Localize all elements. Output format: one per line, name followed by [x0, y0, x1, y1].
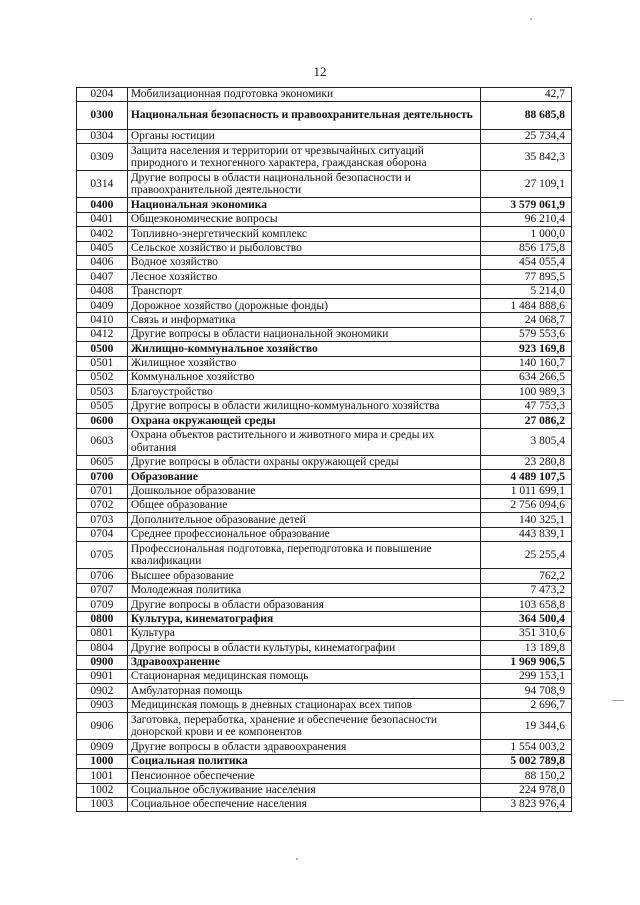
row-code: 0903 — [77, 698, 128, 712]
row-code: 0405 — [77, 241, 128, 255]
table-row — [77, 713, 572, 740]
row-amount: 1 011 699,1 — [480, 484, 572, 498]
budget-table — [76, 87, 572, 812]
table-row — [77, 670, 572, 684]
table-row — [77, 455, 572, 469]
table-row — [77, 284, 572, 298]
row-amount: 856 175,8 — [480, 241, 572, 255]
table-row — [77, 769, 572, 783]
row-code: 0304 — [77, 129, 128, 143]
row-name: Стационарная медицинская помощь — [127, 670, 480, 684]
section-row — [77, 102, 572, 129]
row-name: Топливно-энергетический комплекс — [127, 227, 480, 241]
row-code: 0603 — [77, 428, 128, 455]
table-row — [77, 212, 572, 226]
row-name: Пенсионное обеспечение — [127, 769, 480, 783]
row-code: 0707 — [77, 583, 128, 597]
row-amount: 35 842,3 — [480, 143, 572, 170]
budget-table-body — [77, 88, 572, 812]
row-name: Лесное хозяйство — [127, 270, 480, 284]
table-row — [77, 371, 572, 385]
table-row — [77, 684, 572, 698]
table-row — [77, 740, 572, 754]
row-name: Другие вопросы в области образования — [127, 598, 480, 612]
row-name: Другие вопросы в области национальной экономики — [127, 327, 480, 341]
table-row — [77, 129, 572, 143]
row-amount: 224 978,0 — [480, 783, 572, 797]
row-amount: 5 002 789,8 — [480, 754, 572, 768]
row-code: 0700 — [77, 470, 128, 484]
table-row — [77, 527, 572, 541]
row-name: Водное хозяйство — [127, 255, 480, 269]
row-code: 0314 — [77, 171, 128, 198]
row-code: 0204 — [77, 88, 128, 102]
row-name: Молодежная политика — [127, 583, 480, 597]
row-amount: 579 553,6 — [480, 327, 572, 341]
row-amount: 140 160,7 — [480, 356, 572, 370]
row-amount: 13 189,8 — [480, 641, 572, 655]
row-amount: 762,2 — [480, 569, 572, 583]
row-amount: 3 579 061,9 — [480, 198, 572, 212]
row-amount: 454 055,4 — [480, 255, 572, 269]
row-name: Социальная политика — [127, 754, 480, 768]
row-amount: 88 685,8 — [480, 102, 572, 129]
row-code: 1001 — [77, 769, 128, 783]
row-amount: 634 266,5 — [480, 371, 572, 385]
row-name: Жилищное хозяйство — [127, 356, 480, 370]
row-code: 0804 — [77, 641, 128, 655]
row-name: Мобилизационная подготовка экономики — [127, 88, 480, 102]
row-amount: 19 344,6 — [480, 713, 572, 740]
row-amount: 94 708,9 — [480, 684, 572, 698]
row-code: 0407 — [77, 270, 128, 284]
row-name: Медицинская помощь в дневных стационарах всех типов — [127, 698, 480, 712]
row-code: 0309 — [77, 143, 128, 170]
table-row — [77, 797, 572, 811]
row-name: Защита населения и территории от чрезвычайных ситуаций природного и техногенного характера, гражданская оборона — [127, 143, 480, 170]
section-row — [77, 612, 572, 626]
row-amount: 299 153,1 — [480, 670, 572, 684]
table-row — [77, 143, 572, 170]
page-number: 12 — [313, 64, 327, 79]
row-amount: 3 823 976,4 — [480, 797, 572, 811]
row-amount: 2 696,7 — [480, 698, 572, 712]
row-code: 1000 — [77, 754, 128, 768]
row-name: Другие вопросы в области здравоохранения — [127, 740, 480, 754]
row-amount: 5 214,0 — [480, 284, 572, 298]
table-row — [77, 385, 572, 399]
row-name: Культура — [127, 626, 480, 640]
row-name: Другие вопросы в области культуры, кинематографии — [127, 641, 480, 655]
row-code: 0901 — [77, 670, 128, 684]
row-amount: 42,7 — [480, 88, 572, 102]
row-code: 0300 — [77, 102, 128, 129]
row-code: 0704 — [77, 527, 128, 541]
row-name: Профессиональная подготовка, переподготовка и повышение квалификации — [127, 542, 480, 569]
row-name: Социальное обслуживание населения — [127, 783, 480, 797]
table-row — [77, 241, 572, 255]
row-name: Здравоохранение — [127, 655, 480, 669]
row-amount: 2 756 094,6 — [480, 498, 572, 512]
scan-speck — [530, 18, 532, 20]
row-code: 0701 — [77, 484, 128, 498]
row-name: Национальная безопасность и правоохранительная деятельность — [127, 102, 480, 129]
row-name: Среднее профессиональное образование — [127, 527, 480, 541]
row-amount: 25 734,4 — [480, 129, 572, 143]
row-code: 0500 — [77, 342, 128, 356]
row-code: 1003 — [77, 797, 128, 811]
row-code: 0703 — [77, 513, 128, 527]
table-row — [77, 783, 572, 797]
row-amount: 1 484 888,6 — [480, 299, 572, 313]
row-name: Коммунальное хозяйство — [127, 371, 480, 385]
row-amount: 27 109,1 — [480, 171, 572, 198]
row-amount: 1 000,0 — [480, 227, 572, 241]
row-name: Дошкольное образование — [127, 484, 480, 498]
table-row — [77, 626, 572, 640]
row-name: Общеэкономические вопросы — [127, 212, 480, 226]
table-row — [77, 598, 572, 612]
table-row — [77, 356, 572, 370]
row-amount: 140 325,1 — [480, 513, 572, 527]
row-amount: 4 489 107,5 — [480, 470, 572, 484]
row-amount: 443 839,1 — [480, 527, 572, 541]
row-name: Другие вопросы в области охраны окружающей среды — [127, 455, 480, 469]
table-row — [77, 641, 572, 655]
row-amount: 3 805,4 — [480, 428, 572, 455]
row-name: Органы юстиции — [127, 129, 480, 143]
table-row — [77, 542, 572, 569]
section-row — [77, 754, 572, 768]
table-row — [77, 227, 572, 241]
row-code: 0410 — [77, 313, 128, 327]
section-row — [77, 342, 572, 356]
row-code: 0902 — [77, 684, 128, 698]
row-name: Культура, кинематография — [127, 612, 480, 626]
row-code: 0501 — [77, 356, 128, 370]
row-code: 0909 — [77, 740, 128, 754]
row-amount: 96 210,4 — [480, 212, 572, 226]
row-amount: 1 969 906,5 — [480, 655, 572, 669]
row-name: Дорожное хозяйство (дорожные фонды) — [127, 299, 480, 313]
scan-speck — [612, 700, 624, 701]
row-code: 0412 — [77, 327, 128, 341]
table-row — [77, 313, 572, 327]
row-name: Другие вопросы в области жилищно-коммунального хозяйства — [127, 399, 480, 413]
section-row — [77, 655, 572, 669]
table-row — [77, 327, 572, 341]
section-row — [77, 414, 572, 428]
row-amount: 1 554 003,2 — [480, 740, 572, 754]
row-amount: 100 989,3 — [480, 385, 572, 399]
row-amount: 77 895,5 — [480, 270, 572, 284]
row-name: Образование — [127, 470, 480, 484]
row-code: 0402 — [77, 227, 128, 241]
table-row — [77, 569, 572, 583]
row-amount: 88 150,2 — [480, 769, 572, 783]
scan-speck — [296, 858, 298, 860]
row-name: Сельское хозяйство и рыболовство — [127, 241, 480, 255]
row-code: 0503 — [77, 385, 128, 399]
table-row — [77, 88, 572, 102]
row-name: Благоустройство — [127, 385, 480, 399]
row-amount: 364 500,4 — [480, 612, 572, 626]
section-row — [77, 198, 572, 212]
row-name: Амбулаторная помощь — [127, 684, 480, 698]
table-row — [77, 270, 572, 284]
row-code: 0906 — [77, 713, 128, 740]
row-amount: 24 068,7 — [480, 313, 572, 327]
table-row — [77, 498, 572, 512]
row-code: 0706 — [77, 569, 128, 583]
row-name: Другие вопросы в области национальной безопасности и правоохранительной деятельности — [127, 171, 480, 198]
row-name: Охрана объектов растительного и животного мира и среды их обитания — [127, 428, 480, 455]
row-name: Связь и информатика — [127, 313, 480, 327]
table-row — [77, 583, 572, 597]
row-name: Высшее образование — [127, 569, 480, 583]
row-amount: 351 310,6 — [480, 626, 572, 640]
row-code: 0702 — [77, 498, 128, 512]
row-amount: 25 255,4 — [480, 542, 572, 569]
table-row — [77, 484, 572, 498]
table-row — [77, 428, 572, 455]
section-row — [77, 470, 572, 484]
table-row — [77, 255, 572, 269]
row-code: 0400 — [77, 198, 128, 212]
row-name: Социальное обеспечение населения — [127, 797, 480, 811]
table-row — [77, 399, 572, 413]
row-name: Заготовка, переработка, хранение и обеспечение безопасности донорской крови и ее компонентов — [127, 713, 480, 740]
row-name: Дополнительное образование детей — [127, 513, 480, 527]
table-row — [77, 513, 572, 527]
row-code: 0801 — [77, 626, 128, 640]
row-code: 0408 — [77, 284, 128, 298]
row-amount: 27 086,2 — [480, 414, 572, 428]
row-name: Национальная экономика — [127, 198, 480, 212]
row-code: 0605 — [77, 455, 128, 469]
row-amount: 923 169,8 — [480, 342, 572, 356]
row-code: 0705 — [77, 542, 128, 569]
row-code: 0800 — [77, 612, 128, 626]
row-amount: 103 658,8 — [480, 598, 572, 612]
row-amount: 47 753,3 — [480, 399, 572, 413]
row-code: 0401 — [77, 212, 128, 226]
row-amount: 7 473,2 — [480, 583, 572, 597]
row-code: 0502 — [77, 371, 128, 385]
row-name: Жилищно-коммунальное хозяйство — [127, 342, 480, 356]
table-row — [77, 171, 572, 198]
table-row — [77, 698, 572, 712]
row-code: 0600 — [77, 414, 128, 428]
row-code: 1002 — [77, 783, 128, 797]
row-name: Транспорт — [127, 284, 480, 298]
row-name: Общее образование — [127, 498, 480, 512]
row-code: 0406 — [77, 255, 128, 269]
row-code: 0409 — [77, 299, 128, 313]
row-code: 0709 — [77, 598, 128, 612]
row-name: Охрана окружающей среды — [127, 414, 480, 428]
table-row — [77, 299, 572, 313]
row-amount: 23 280,8 — [480, 455, 572, 469]
row-code: 0505 — [77, 399, 128, 413]
row-code: 0900 — [77, 655, 128, 669]
